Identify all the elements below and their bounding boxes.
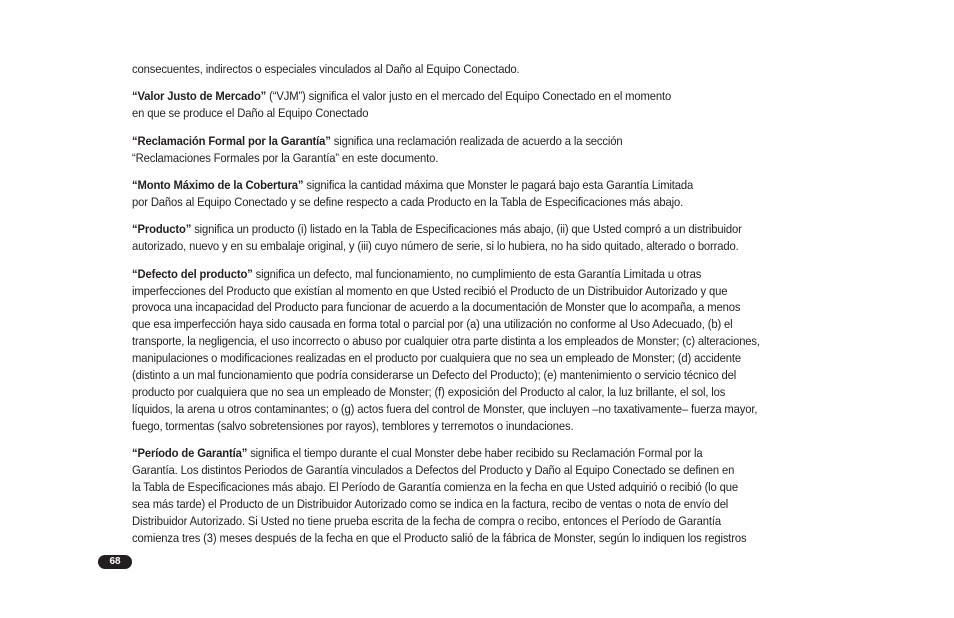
definition-text: significa el tiempo durante el cual Monster debe haber recibido su Reclamación Formal por la (247, 446, 703, 461)
text-line: consecuentes, indirectos o especiales vinculados al Daño al Equipo Conectado. (132, 62, 520, 76)
text-line: por Daños al Equipo Conectado y se define respecto a cada Producto en la Tabla de Especificaciones más abajo. (132, 194, 684, 209)
text-line: autorizado, nuevo y en su embalaje original, y (iii) cuyo número de serie, si lo hubiera, no ha sido quitado, alterado o borrado. (132, 239, 739, 254)
text-line: que esa imperfección haya sido causada en forma total o parcial por (a) una utilización no conforme al Uso Adecuado, (b) el (132, 317, 733, 332)
text-line: (distinto a un mal funcionamiento que podría considerarse un Defecto del Producto); (e) mantenimiento o servicio técnico del (132, 368, 737, 383)
definition-text: significa un producto (i) listado en la Tabla de Especificaciones más abajo, (ii) que Usted compró a un distribuidor (191, 222, 742, 237)
defined-term: “Reclamación Formal por la Garantía” (132, 133, 331, 148)
text-line: manipulaciones o modificaciones realizadas en el producto por cualquiera que no sea un empleado de Monster; (d) accidente (132, 351, 741, 366)
text-line (132, 133, 783, 150)
text-line: producto por cualquiera que no sea un empleado de Monster; (f) exposición del Producto al calor, la luz brillante, el sol, los (132, 385, 726, 399)
text-line: Distribuidor Autorizado. Si Usted no tiene prueba escrita de la fecha de compra o recibo, entonces el Período de Garantía (132, 513, 721, 528)
definition-periodo-de-garantia (132, 445, 783, 546)
text-line (132, 88, 783, 105)
definition-text: significa la cantidad máxima que Monster le pagará bajo esta Garantía Limitada (303, 178, 694, 193)
defined-term: “Período de Garantía” (132, 446, 248, 461)
text-line: líquidos, la arena u otros contaminantes; o (g) actos fuera del control de Monster, que incluyen –no taxativamente– fuerza mayor, (132, 401, 758, 416)
page-number-badge: 68 (98, 555, 132, 569)
defined-term: “Valor Justo de Mercado” (132, 89, 267, 104)
text-line: comienza tres (3) meses después de la fecha en que el Producto salió de la fábrica de Monster, según lo indiquen los registros (132, 530, 747, 545)
text-line (132, 266, 783, 283)
paragraph-continuation (132, 61, 783, 78)
text-line: en que se produce el Daño al Equipo Conectado (132, 106, 369, 121)
text-line: “Reclamaciones Formales por la Garantía” en este documento. (132, 150, 439, 165)
text-line (132, 221, 783, 238)
text-line: imperfecciones del Producto que existían al momento en que Usted recibió el Producto de un Distribuidor Autorizado y que (132, 283, 728, 298)
definition-text: significa una reclamación realizada de acuerdo a la sección (330, 133, 623, 148)
text-line: transporte, la negligencia, el uso incorrecto o abuso por cualquier otra parte distinta a los empleados de Monster; (c) alteraciones, (132, 334, 760, 349)
text-line: la Tabla de Especificaciones más abajo. El Período de Garantía comienza en la fecha en que Usted adquirió o recibió (lo que (132, 480, 738, 495)
definition-text: (“VJM”) significa el valor justo en el mercado del Equipo Conectado en el momento (266, 89, 672, 104)
text-line (132, 445, 783, 462)
defined-term: “Producto” (132, 222, 192, 237)
defined-term: “Defecto del producto” (132, 266, 253, 281)
document-body (132, 61, 783, 557)
text-line: sea más tarde) el Producto de un Distribuidor Autorizado como se indica en la factura, recibo de ventas o nota de envío del (132, 496, 729, 511)
text-line: fuego, tormentas (salvo sobretensiones por rayos), temblores y terremotos o inundaciones. (132, 418, 574, 433)
definition-defecto-del-producto (132, 266, 783, 435)
defined-term: “Monto Máximo de la Cobertura” (132, 178, 304, 193)
text-line: Garantía. Los distintos Periodos de Garantía vinculados a Defectos del Producto y Daño al Equipo Conectado se definen en (132, 463, 735, 478)
text-line: provoca una incapacidad del Producto para funcionar de acuerdo a la documentación de Monster que lo acompaña, a menos (132, 300, 741, 315)
definition-reclamacion-formal (132, 133, 783, 167)
definition-text: significa un defecto, mal funcionamiento, no cumplimiento de esta Garantía Limitada u otras (252, 266, 702, 281)
definition-valor-justo-de-mercado (132, 88, 783, 122)
definition-producto (132, 221, 783, 255)
text-line (132, 177, 783, 194)
definition-monto-maximo (132, 177, 783, 211)
